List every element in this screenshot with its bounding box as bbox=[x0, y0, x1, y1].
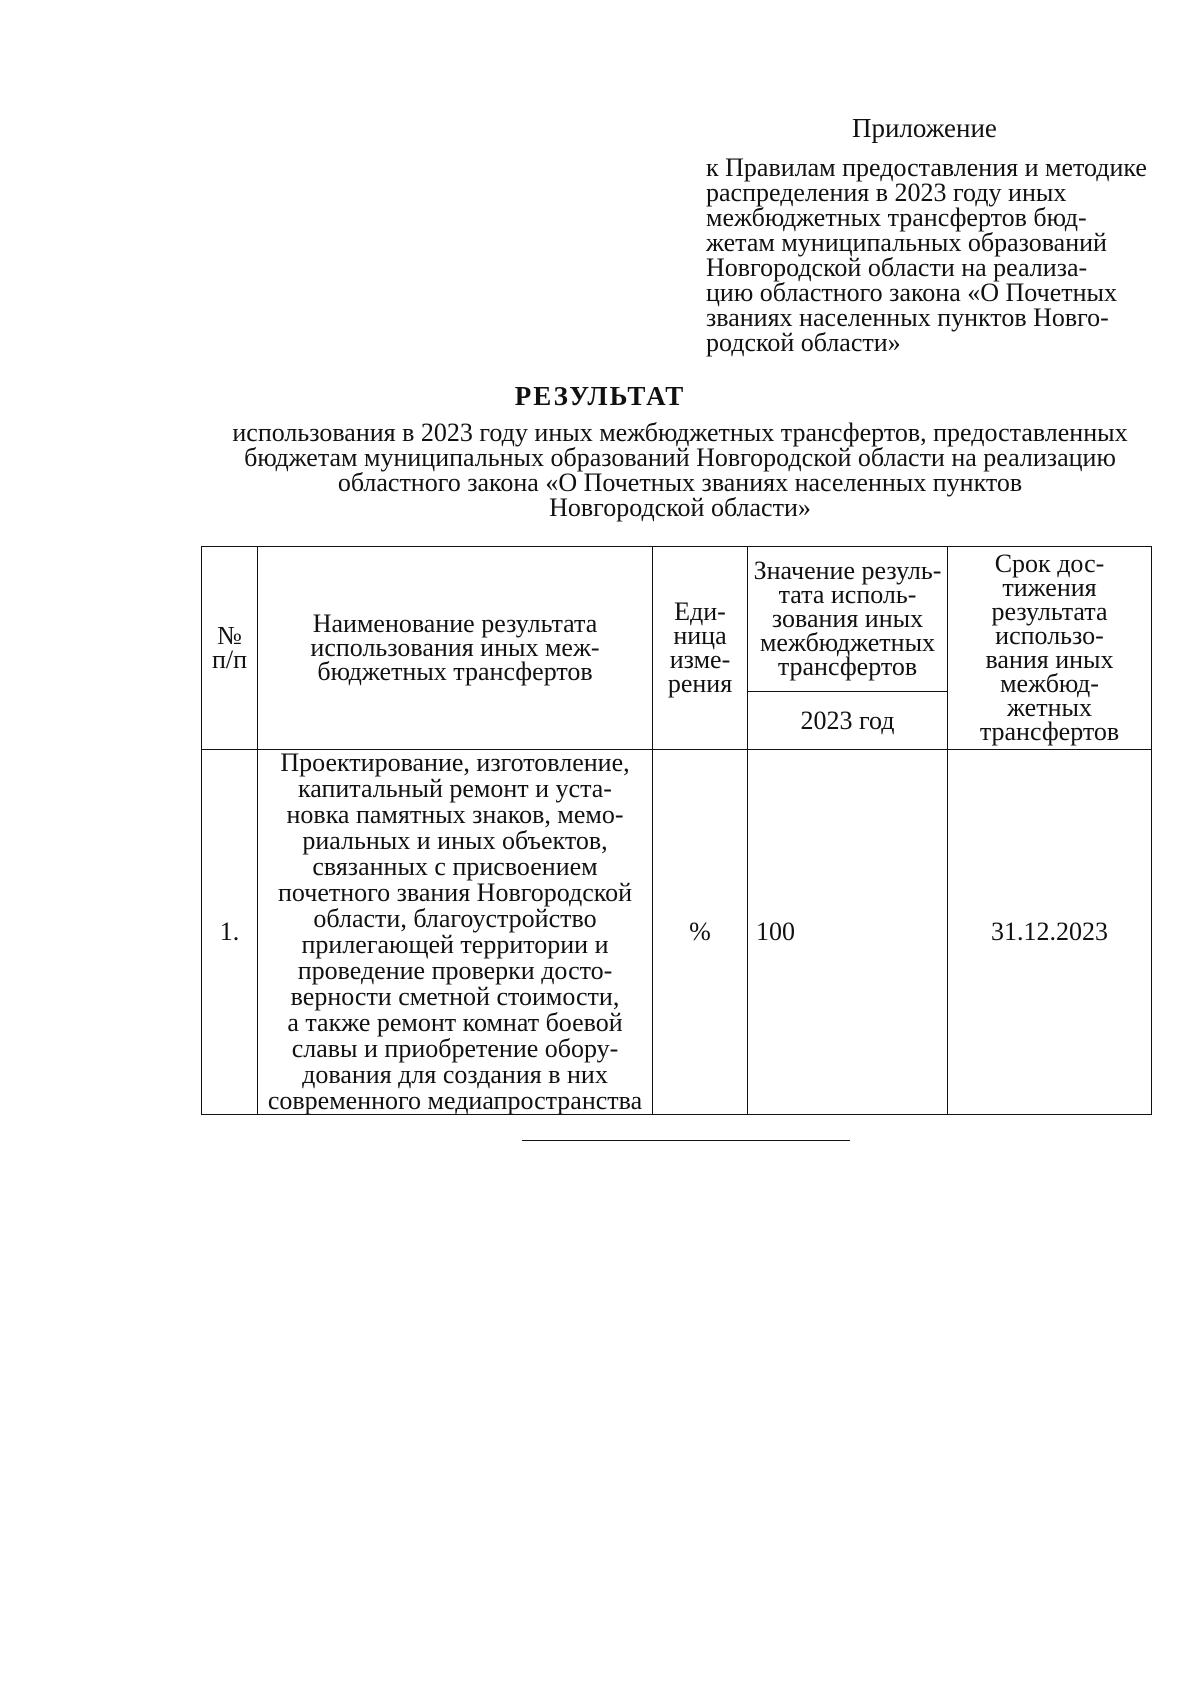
row-result-name: Проектирование, изготовление, капитальный ремонт и уста- новка памятных знаков, мемо- риальных и иных объектов, связанных с присвоением почетного звания Новгородской области, благоустройство прилегающей территории и проведение проверки досто- верности сметной стоимости, а также ремонт комнат боевой славы и приобретение обору- дования для создания в них современного медиапространства bbox=[258, 750, 653, 1115]
appendix-line: званиях населенных пунктов Новго- bbox=[706, 303, 1109, 332]
header-number: № п/п bbox=[202, 547, 258, 750]
subtitle-line: использования в 2023 году иных межбюджетных трансфертов, предоставленных bbox=[232, 418, 1128, 447]
header-value: Значение резуль- тата исполь- зования иных межбюджетных трансфертов bbox=[748, 547, 948, 692]
document-title: РЕЗУЛЬТАТ bbox=[514, 381, 686, 411]
row-deadline: 31.12.2023 bbox=[948, 750, 1152, 1115]
appendix-title: Приложение bbox=[852, 113, 997, 143]
row-number: 1. bbox=[202, 750, 258, 1115]
document-subtitle bbox=[200, 420, 1160, 520]
closing-divider bbox=[522, 1140, 850, 1141]
results-table bbox=[201, 546, 1152, 1115]
appendix-line: родской области» bbox=[706, 328, 901, 357]
appendix-line: межбюджетных трансфертов бюд- bbox=[706, 203, 1087, 232]
appendix-text bbox=[706, 155, 1146, 355]
subtitle-line: Новгородской области» bbox=[549, 493, 811, 522]
header-value-year: 2023 год bbox=[748, 692, 948, 750]
row-unit: % bbox=[653, 750, 748, 1115]
header-deadline: Срок дос- тижения результата использо- вания иных межбюд- жетных трансфертов bbox=[948, 547, 1152, 750]
appendix-line: Новгородской области на реализа- bbox=[706, 253, 1088, 282]
table-row bbox=[202, 750, 1152, 1115]
header-unit: Еди- ница изме- рения bbox=[653, 547, 748, 750]
appendix-line: цию областного закона «О Почетных bbox=[706, 278, 1117, 307]
subtitle-line: бюджетам муниципальных образований Новгородской области на реализацию bbox=[244, 443, 1116, 472]
row-value: 100 bbox=[748, 750, 948, 1115]
subtitle-line: областного закона «О Почетных званиях населенных пунктов bbox=[337, 468, 1023, 497]
appendix-line: к Правилам предоставления и методике bbox=[706, 153, 1147, 182]
appendix-line: жетам муниципальных образований bbox=[706, 228, 1107, 257]
appendix-line: распределения в 2023 году иных bbox=[706, 178, 1067, 207]
header-name: Наименование результата использования иных меж- бюджетных трансфертов bbox=[258, 547, 653, 750]
